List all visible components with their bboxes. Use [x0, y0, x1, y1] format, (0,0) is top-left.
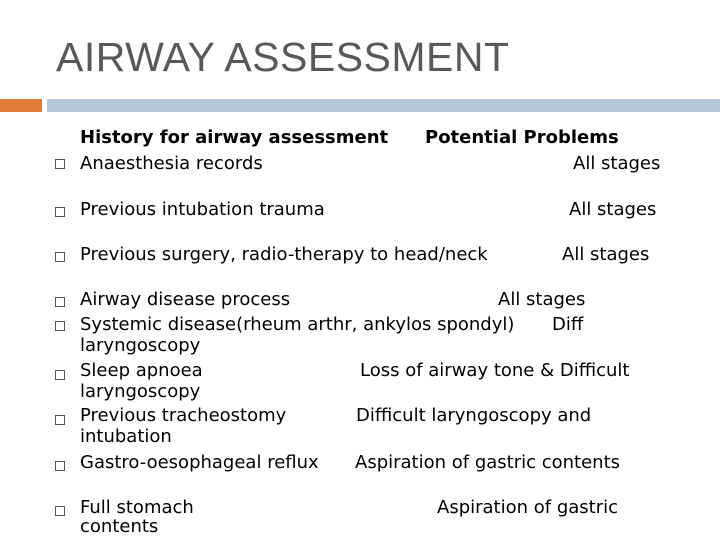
- square-bullet-icon: [55, 207, 65, 217]
- problem-item: All stages: [573, 153, 661, 174]
- problem-item: Aspiration of gastric: [437, 497, 619, 518]
- problem-continuation: intubation: [80, 426, 172, 447]
- problem-continuation: laryngoscopy: [80, 335, 201, 356]
- history-item: Systemic disease(rheum arthr, ankylos spondyl): [80, 314, 515, 335]
- history-item: Previous surgery, radio-therapy to head/neck: [80, 244, 488, 265]
- history-column-header: History for airway assessment: [80, 127, 389, 148]
- problems-column-header: Potential Problems: [425, 127, 619, 148]
- problem-item: All stages: [562, 244, 650, 265]
- history-item: Previous tracheostomy: [80, 405, 287, 426]
- problem-item: Loss of airway tone & Difficult: [360, 360, 630, 381]
- problem-continuation: contents: [80, 516, 159, 537]
- square-bullet-icon: [55, 321, 65, 331]
- history-item: Anaesthesia records: [80, 153, 263, 174]
- square-bullet-icon: [55, 461, 65, 471]
- square-bullet-icon: [55, 415, 65, 425]
- history-item: Airway disease process: [80, 289, 291, 310]
- problem-item: Difficult laryngoscopy and: [356, 405, 592, 426]
- square-bullet-icon: [55, 370, 65, 380]
- problem-item: All stages: [569, 199, 657, 220]
- history-item: Full stomach: [80, 497, 194, 518]
- square-bullet-icon: [55, 506, 65, 516]
- square-bullet-icon: [55, 252, 65, 262]
- problem-item: Diff: [552, 314, 584, 335]
- history-item: Previous intubation trauma: [80, 199, 325, 220]
- square-bullet-icon: [55, 297, 65, 307]
- square-bullet-icon: [55, 159, 65, 169]
- problem-item: All stages: [498, 289, 586, 310]
- problem-item: Aspiration of gastric contents: [355, 452, 621, 473]
- history-item: Sleep apnoea: [80, 360, 203, 381]
- problem-continuation: laryngoscopy: [80, 381, 201, 402]
- slide-title: AIRWAY ASSESSMENT: [56, 34, 510, 80]
- history-item: Gastro-oesophageal reflux: [80, 452, 319, 473]
- title-rule-bar: [47, 99, 720, 112]
- title-accent-block: [0, 99, 42, 112]
